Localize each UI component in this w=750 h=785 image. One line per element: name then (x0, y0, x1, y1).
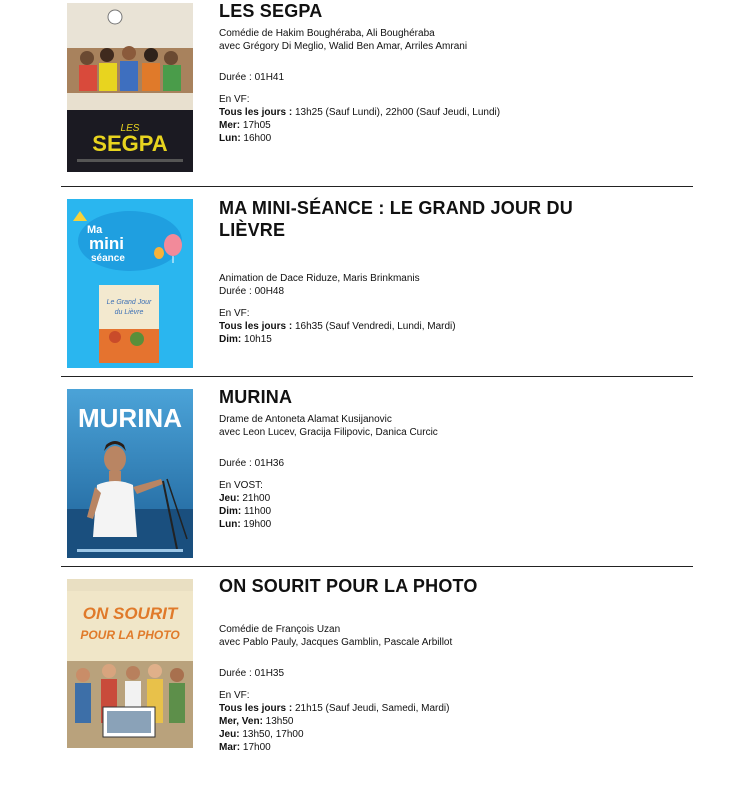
film-director: Animation de Dace Riduze, Maris Brinkmanis (219, 273, 420, 284)
film-director: Comédie de François Uzan (219, 624, 341, 635)
showtime-row (219, 492, 599, 505)
film-title: LES SEGPA (219, 1, 323, 21)
showtime-day: Jeu: (219, 493, 240, 504)
film-duration: Durée : 00H48 (219, 286, 285, 297)
svg-text:séance: séance (91, 253, 125, 264)
showtime-times: 16h00 (240, 133, 272, 144)
film-version: En VF: (219, 690, 250, 701)
poster-image[interactable] (67, 199, 193, 368)
showtime-day: Mar: (219, 742, 241, 753)
divider (61, 566, 693, 567)
showtime-day: Mer: (219, 120, 241, 131)
showtime-day: Tous les jours : (219, 703, 293, 714)
film-title: ON SOURIT POUR LA PHOTO (219, 576, 478, 596)
showtime-row (219, 320, 599, 333)
showtime-times: 17h05 (240, 120, 271, 131)
showtime-row (219, 518, 599, 531)
film-director: Drame de Antoneta Alamat Kusijanovic (219, 414, 392, 425)
showtime-times: 13h25 (Sauf Lundi), 22h00 (Sauf Jeudi, Lundi) (292, 107, 501, 118)
svg-text:Le Grand Jour: Le Grand Jour (106, 299, 152, 306)
film-title: MURINA (219, 387, 293, 407)
showtime-times: 11h00 (241, 506, 272, 517)
showtime-day: Lun: (219, 519, 241, 530)
film-cast: avec Leon Lucev, Gracija Filipovic, Danica Curcic (219, 427, 438, 438)
showtime-day: Dim: (219, 334, 242, 345)
svg-text:mini: mini (89, 234, 124, 253)
poster-caption: SEGPA (92, 131, 168, 156)
film-duration: Durée : 01H36 (219, 458, 285, 469)
poster-caption: MURINA (78, 403, 182, 433)
film-cast: avec Grégory Di Meglio, Walid Ben Amar, Arriles Amrani (219, 41, 468, 52)
film-duration: Durée : 01H35 (219, 668, 285, 679)
showtime-times: 16h35 (Sauf Vendredi, Lundi, Mardi) (292, 321, 456, 332)
showtime-times: 21h15 (Sauf Jeudi, Samedi, Mardi) (292, 703, 450, 714)
film-title: MA MINI-SÉANCE : LE GRAND JOUR DU LIÈVRE (219, 198, 573, 240)
showtime-row (219, 119, 599, 132)
showtime-row (219, 702, 599, 715)
divider (61, 186, 693, 187)
showtime-times: 13h50 (262, 716, 294, 727)
film-director: Comédie de Hakim Boughéraba, Ali Boughéraba (219, 28, 435, 39)
showtime-row (219, 106, 599, 119)
showtime-times: 13h50, 17h00 (239, 729, 304, 740)
svg-text:POUR LA PHOTO: POUR LA PHOTO (80, 628, 180, 642)
showtime-times: 10h15 (241, 334, 272, 345)
svg-text:ON SOURIT: ON SOURIT (82, 604, 178, 623)
film-duration: Durée : 01H41 (219, 72, 285, 83)
svg-text:du Lièvre: du Lièvre (114, 309, 144, 316)
showtime-day: Tous les jours : (219, 321, 293, 332)
showtime-day: Jeu: (219, 729, 240, 740)
poster-image[interactable] (67, 3, 193, 172)
showtime-row (219, 728, 599, 741)
film-cast: avec Pablo Pauly, Jacques Gamblin, Pascale Arbillot (219, 637, 453, 648)
showtime-day: Dim: (219, 506, 242, 517)
showtime-times: 19h00 (240, 519, 272, 530)
showtime-row (219, 505, 599, 518)
showtime-day: Mer, Ven: (219, 716, 263, 727)
showtime-times: 17h00 (240, 742, 271, 753)
showtime-day: Tous les jours : (219, 107, 293, 118)
showtime-row (219, 741, 599, 754)
film-version: En VF: (219, 308, 250, 319)
poster-image[interactable] (67, 579, 193, 748)
poster-image[interactable] (67, 389, 193, 558)
poster-small-caption: LES (120, 123, 140, 134)
divider (61, 376, 693, 377)
showtime-row (219, 132, 599, 145)
showtime-day: Lun: (219, 133, 241, 144)
film-version: En VF: (219, 94, 250, 105)
showtime-row (219, 715, 599, 728)
svg-text:Ma: Ma (87, 224, 103, 236)
showtime-times: 21h00 (239, 493, 271, 504)
film-version: En VOST: (219, 480, 263, 491)
showtime-row (219, 333, 599, 346)
